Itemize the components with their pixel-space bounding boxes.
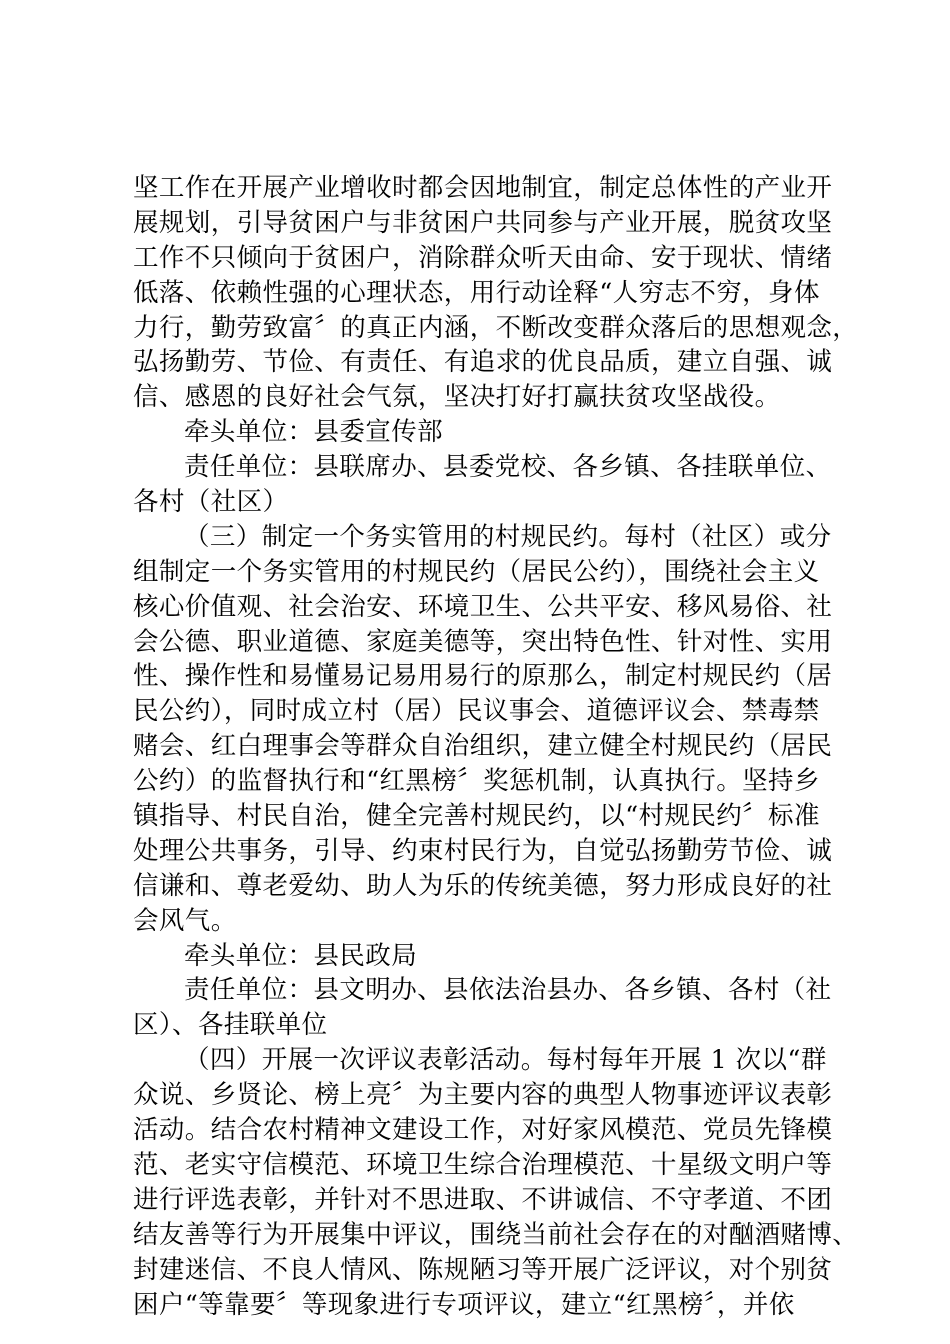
body-text bbox=[133, 171, 859, 1322]
text-line: 性、操作性和易懂易记易用易行的原那么，制定村规民约（居 bbox=[133, 661, 833, 692]
responsible-unit-line: 责任单位：县联席办、县委党校、各乡镇、各挂联单位、 bbox=[184, 452, 832, 483]
text-line: 会公德、职业道德、家庭美德等，突出特色性、针对性、实用 bbox=[133, 626, 833, 657]
text-line: 众说、乡贤论、榜上亮〞为主要内容的典型人物事迹评议表彰 bbox=[133, 1080, 833, 1111]
text-line: 区）、各挂联单位 bbox=[133, 1010, 328, 1041]
text-line: 组制定一个务实管用的村规民约（居民公约），围绕社会主义 bbox=[133, 556, 820, 587]
responsible-unit-line: 责任单位：县文明办、县依法治县办、各乡镇、各村（社 bbox=[184, 975, 832, 1006]
text-line: 公约）的监督执行和“红黑榜〞奖惩机制，认真执行。坚持乡 bbox=[133, 766, 820, 797]
text-line: 坚工作在开展产业增收时都会因地制宜，制定总体性的产业开 bbox=[133, 173, 833, 203]
text-line: 困户“等靠要〞等现象进行专项评议，建立“红黑榜〞，并依 bbox=[133, 1289, 795, 1320]
text-line: 弘扬勤劳、节俭、有责任、有追求的优良品质，建立自强、诚 bbox=[133, 347, 833, 378]
text-line: 会风气。 bbox=[133, 905, 237, 936]
text-line: 民公约），同时成立村（居）民议事会、道德评议会、禁毒禁 bbox=[133, 696, 820, 727]
section-heading-line: （三）制定一个务实管用的村规民约。每村（社区）或分 bbox=[184, 521, 832, 552]
lead-unit-line: 牵头单位：县民政局 bbox=[184, 940, 418, 971]
text-line: 各村（社区） bbox=[133, 487, 289, 518]
text-line: 力行，勤劳致富〞的真正内涵，不断改变群众落后的思想观念， bbox=[133, 312, 859, 343]
text-line: 信、感恩的良好社会气氛，坚决打好打赢扶贫攻坚战役。 bbox=[133, 382, 781, 413]
text-line: 活动。结合农村精神文建设工作，对好家风模范、党员先锋模 bbox=[133, 1115, 833, 1146]
section-heading-line: （四）开展一次评议表彰活动。每村每年开展 1 次以“群 bbox=[184, 1045, 827, 1076]
text-line: 核心价值观、社会治安、环境卫生、公共平安、移风易俗、社 bbox=[133, 591, 833, 622]
text-line: 处理公共事务，引导、约束村民行为，自觉弘扬勤劳节俭、诚 bbox=[133, 835, 833, 866]
text-line: 结友善等行为开展集中评议，围绕当前社会存在的对酗酒赌博、 bbox=[133, 1219, 859, 1250]
text-line: 进行评选表彰，并针对不思进取、不讲诚信、不守孝道、不团 bbox=[133, 1184, 833, 1215]
text-line: 信谦和、尊老爱幼、助人为乐的传统美德，努力形成良好的社 bbox=[133, 870, 833, 901]
text-line: 镇指导、村民自治，健全完善村规民约，以“村规民约〞标准 bbox=[133, 801, 820, 832]
lead-unit-line: 牵头单位：县委宣传部 bbox=[184, 417, 444, 448]
text-line: 低落、依赖性强的心理状态，用行动诠释“人穷志不穷，身体 bbox=[133, 277, 820, 308]
text-line: 赌会、红白理事会等群众自治组织，建立健全村规民约（居民 bbox=[133, 731, 833, 762]
text-line: 封建迷信、不良人情风、陈规陋习等开展广泛评议，对个别贫 bbox=[133, 1254, 833, 1285]
text-line: 范、老实守信模范、环境卫生综合治理模范、十星级文明户等 bbox=[133, 1149, 833, 1180]
text-line: 展规划，引导贫困户与非贫困户共同参与产业开展，脱贫攻坚 bbox=[133, 207, 833, 238]
text-line: 工作不只倾向于贫困户，消除群众听天由命、安于现状、情绪 bbox=[133, 242, 833, 273]
